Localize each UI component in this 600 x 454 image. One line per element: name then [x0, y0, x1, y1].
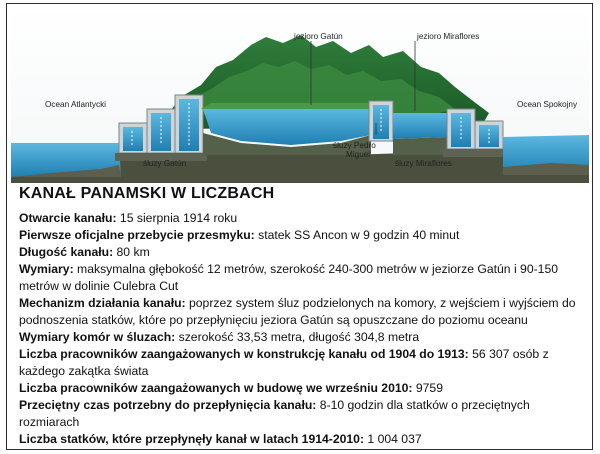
fact-label: Wymiary:: [19, 262, 74, 276]
fact-value: 80 km: [113, 245, 150, 259]
fact-value: poprzez system śluz podzielonych na komory, z wejściem i wyjściem do podnoszenia statków, które po przepłynięciu jeziora Gatún są opuszczane do poziomu oceanu: [19, 296, 576, 327]
fact-item: [19, 380, 591, 397]
fact-item: [19, 210, 591, 227]
fact-value: szerokość 33,53 metra, długość 304,8 metra: [175, 330, 420, 344]
fact-value: 15 sierpnia 1914 roku: [116, 211, 238, 225]
fact-label: Liczba pracowników zaangażowanych w konstrukcję kanału od 1904 do 1913:: [19, 347, 469, 361]
fact-label: Przeciętny czas potrzebny do przepłynięcia kanału:: [19, 398, 317, 412]
fact-value: 56 307 osób z każdego zakątka świata: [19, 347, 549, 378]
infographic-frame: [6, 3, 593, 450]
fact-item: [19, 261, 591, 295]
label-gatun-locks: śluzy Gatún: [143, 159, 187, 168]
fact-value: 9759: [412, 381, 443, 395]
fact-label: Wymiary komór w śluzach:: [19, 330, 176, 344]
fact-value: 8-10 godzin dla statków o przeciętnych rozmiarach: [19, 398, 530, 429]
fact-item: [19, 397, 591, 431]
fact-item: [19, 346, 591, 380]
label-miraflores-lake: jezioro Miraflores: [417, 32, 480, 41]
facts-list: [19, 210, 591, 448]
label-pedro-miguel-line1: śluzy Pedro: [333, 141, 376, 150]
label-miraflores-locks: śluzy Miraflores: [395, 159, 452, 168]
miraflores-lake-water: [393, 113, 447, 139]
fact-value: statek SS Ancon w 9 godzin 40 minut: [254, 228, 460, 242]
label-atlantic-ocean: Ocean Atlantycki: [45, 100, 106, 109]
lake-shore-green: [201, 103, 373, 109]
label-pacific-ocean: Ocean Spokojny: [517, 100, 578, 109]
fact-value: maksymalna głębokość 12 metrów, szerokość 240-300 metrów w jeziorze Gatún i 90-150 metrów w dolinie Culebra Cut: [19, 262, 558, 293]
fact-label: Mechanizm działania kanału:: [19, 296, 186, 310]
fact-item: [19, 227, 591, 244]
canal-cross-section-diagram: [11, 5, 589, 183]
fact-item: [19, 431, 591, 448]
fact-label: Liczba statków, które przepłynęły kanał w latach 1914-2010:: [19, 432, 365, 446]
label-gatun-lake: jezioro Gatún: [294, 32, 343, 41]
miraflores-lake-bed: [393, 137, 447, 155]
fact-label: Długość kanału:: [19, 245, 114, 259]
fact-label: Otwarcie kanału:: [19, 211, 117, 225]
fact-item: [19, 244, 591, 261]
fact-value: 1 004 037: [364, 432, 422, 446]
label-pedro-miguel-line2: Miguel: [346, 150, 371, 159]
pedro-miguel-locks-structure: [369, 101, 393, 141]
fact-item: [19, 295, 591, 329]
section-heading: KANAŁ PANAMSKI W LICZBACH: [19, 185, 275, 202]
fact-label: Pierwsze oficjalne przebycie przesmyku:: [19, 228, 255, 242]
fact-label: Liczba pracowników zaangażowanych w budowę we wrześniu 2010:: [19, 381, 413, 395]
fact-item: [19, 329, 591, 346]
